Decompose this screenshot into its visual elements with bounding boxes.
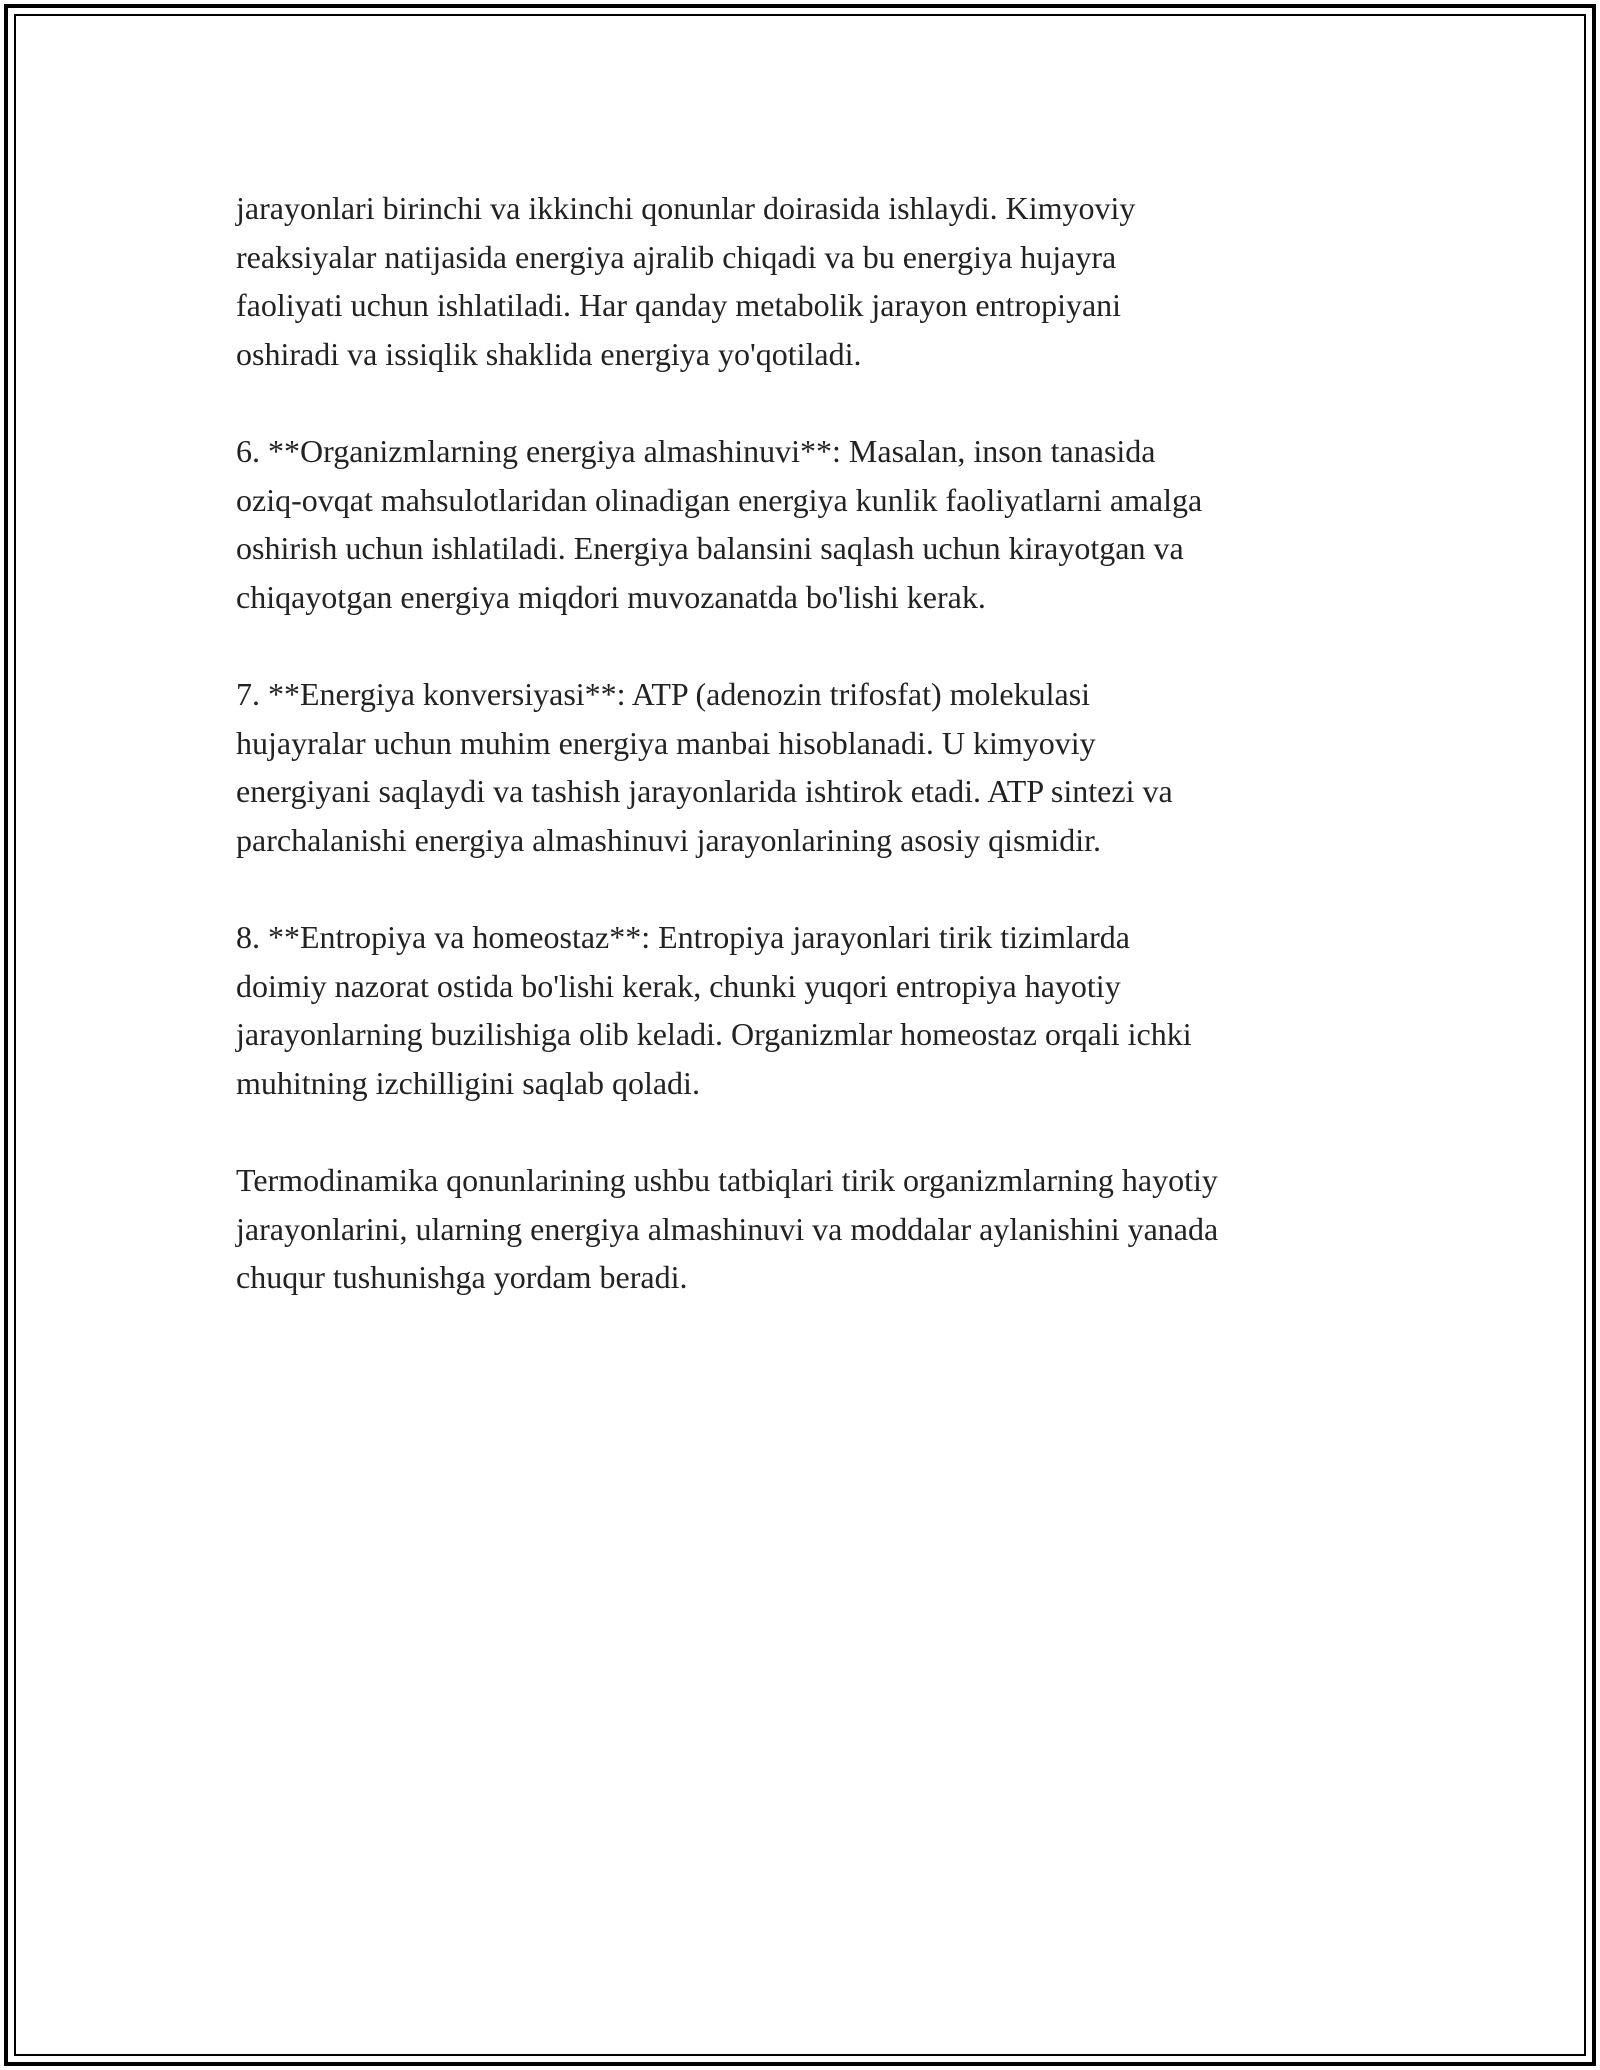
paragraph-item-7: 7. **Energiya konversiyasi**: ATP (adenozin trifosfat) molekulasi hujayralar uchun muhim energiya manbai hisoblanadi. U kimyoviy energiyani saqlaydi va tashish jarayonlarida ishtirok etadi. ATP sintezi va parchalanishi energiya almashinuvi jarayonlarining asosiy qismidir.: [236, 676, 1173, 858]
paragraph-item-6: 6. **Organizmlarning energiya almashinuvi**: Masalan, inson tanasida oziq-ovqat mahsulotlaridan olinadigan energiya kunlik faoliyatlarni amalga oshirish uchun ishlatiladi. Energiya balansini saqlash uchun kirayotgan va chiqayotgan energiya miqdori muvozanatda bo'lishi kerak.: [236, 433, 1203, 615]
paragraph-item-8: 8. **Entropiya va homeostaz**: Entropiya jarayonlari tirik tizimlarda doimiy nazorat ostida bo'lishi kerak, chunki yuqori entropiya hayotiy jarayonlarning buzilishiga olib keladi. Organizmlar homeostaz orqali ichki muhitning izchilligini saqlab qoladi.: [236, 919, 1192, 1101]
paragraph-conclusion: Termodinamika qonunlarining ushbu tatbiqlari tirik organizmlarning hayotiy jarayonlarini, ularning energiya almashinuvi va moddalar aylanishini yanada chuqur tushunishga yordam beradi.: [236, 1162, 1219, 1295]
document-body: [236, 184, 1376, 1351]
paragraph-intro: jarayonlari birinchi va ikkinchi qonunlar doirasida ishlaydi. Kimyoviy reaksiyalar natijasida energiya ajralib chiqadi va bu energiya hujayra faoliyati uchun ishlatiladi. Har qanday metabolik jarayon entropiyani oshiradi va issiqlik shaklida energiya yo'qotiladi.: [236, 190, 1136, 372]
